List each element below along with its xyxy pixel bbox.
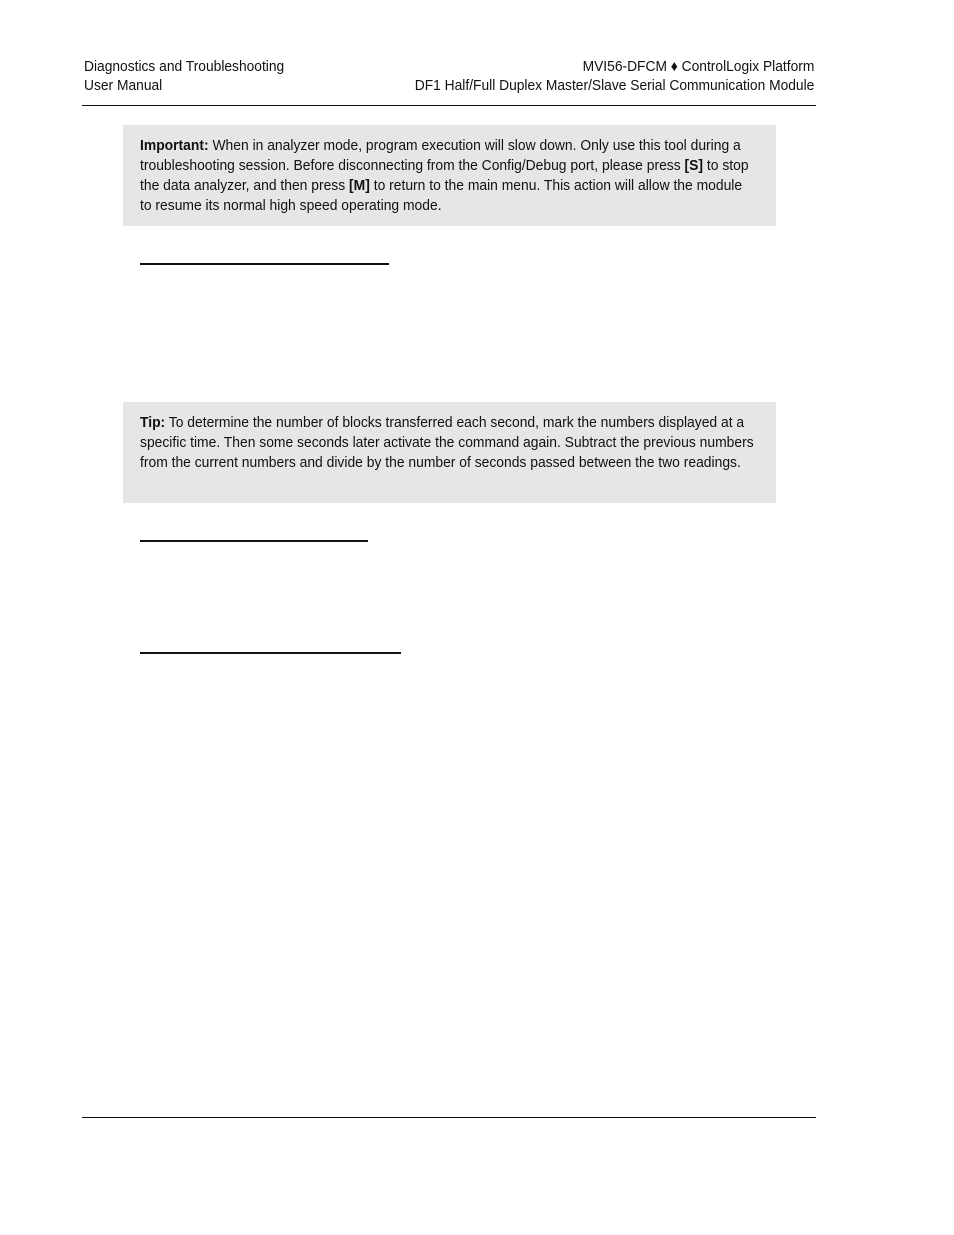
section-underline-2 bbox=[140, 540, 368, 542]
key-m: [M] bbox=[349, 177, 370, 194]
header-product-subtitle: DF1 Half/Full Duplex Master/Slave Serial Communication Module bbox=[414, 77, 814, 94]
important-label: Important: bbox=[140, 137, 209, 154]
header-left bbox=[84, 57, 284, 95]
important-text-part1: When in analyzer mode, program execution will slow down. Only use this tool during a troubleshooting session. Before disconnecting from the Config/Debug port, please press bbox=[140, 137, 741, 174]
section-underline-1 bbox=[140, 263, 389, 265]
header-product-title: MVI56-DFCM ♦ ControlLogix Platform bbox=[582, 58, 814, 75]
tip-label: Tip: bbox=[140, 414, 166, 431]
section-underline-3 bbox=[140, 652, 401, 654]
footer-divider bbox=[82, 1117, 816, 1118]
key-s: [S] bbox=[684, 157, 704, 174]
header-doc-type: User Manual bbox=[84, 77, 163, 94]
tip-note-text bbox=[140, 413, 757, 473]
important-note-box bbox=[123, 125, 776, 226]
header-right bbox=[414, 57, 814, 95]
important-note-text bbox=[140, 136, 757, 216]
tip-text: To determine the number of blocks transferred each second, mark the numbers displayed at a specific time. Then some seconds later activate the command again. Subtract the previous numbers from the current numbers and divide by the number of seconds passed between the two readings. bbox=[140, 414, 754, 471]
important-text-part3: to return to the main menu. This action will allow the module to resume its normal high speed operating mode. bbox=[140, 177, 743, 214]
important-text-part2: to stop the data analyzer, and then press bbox=[140, 157, 749, 194]
header-divider bbox=[82, 105, 816, 106]
header-section-title: Diagnostics and Troubleshooting bbox=[84, 58, 285, 75]
tip-note-box bbox=[123, 402, 776, 503]
